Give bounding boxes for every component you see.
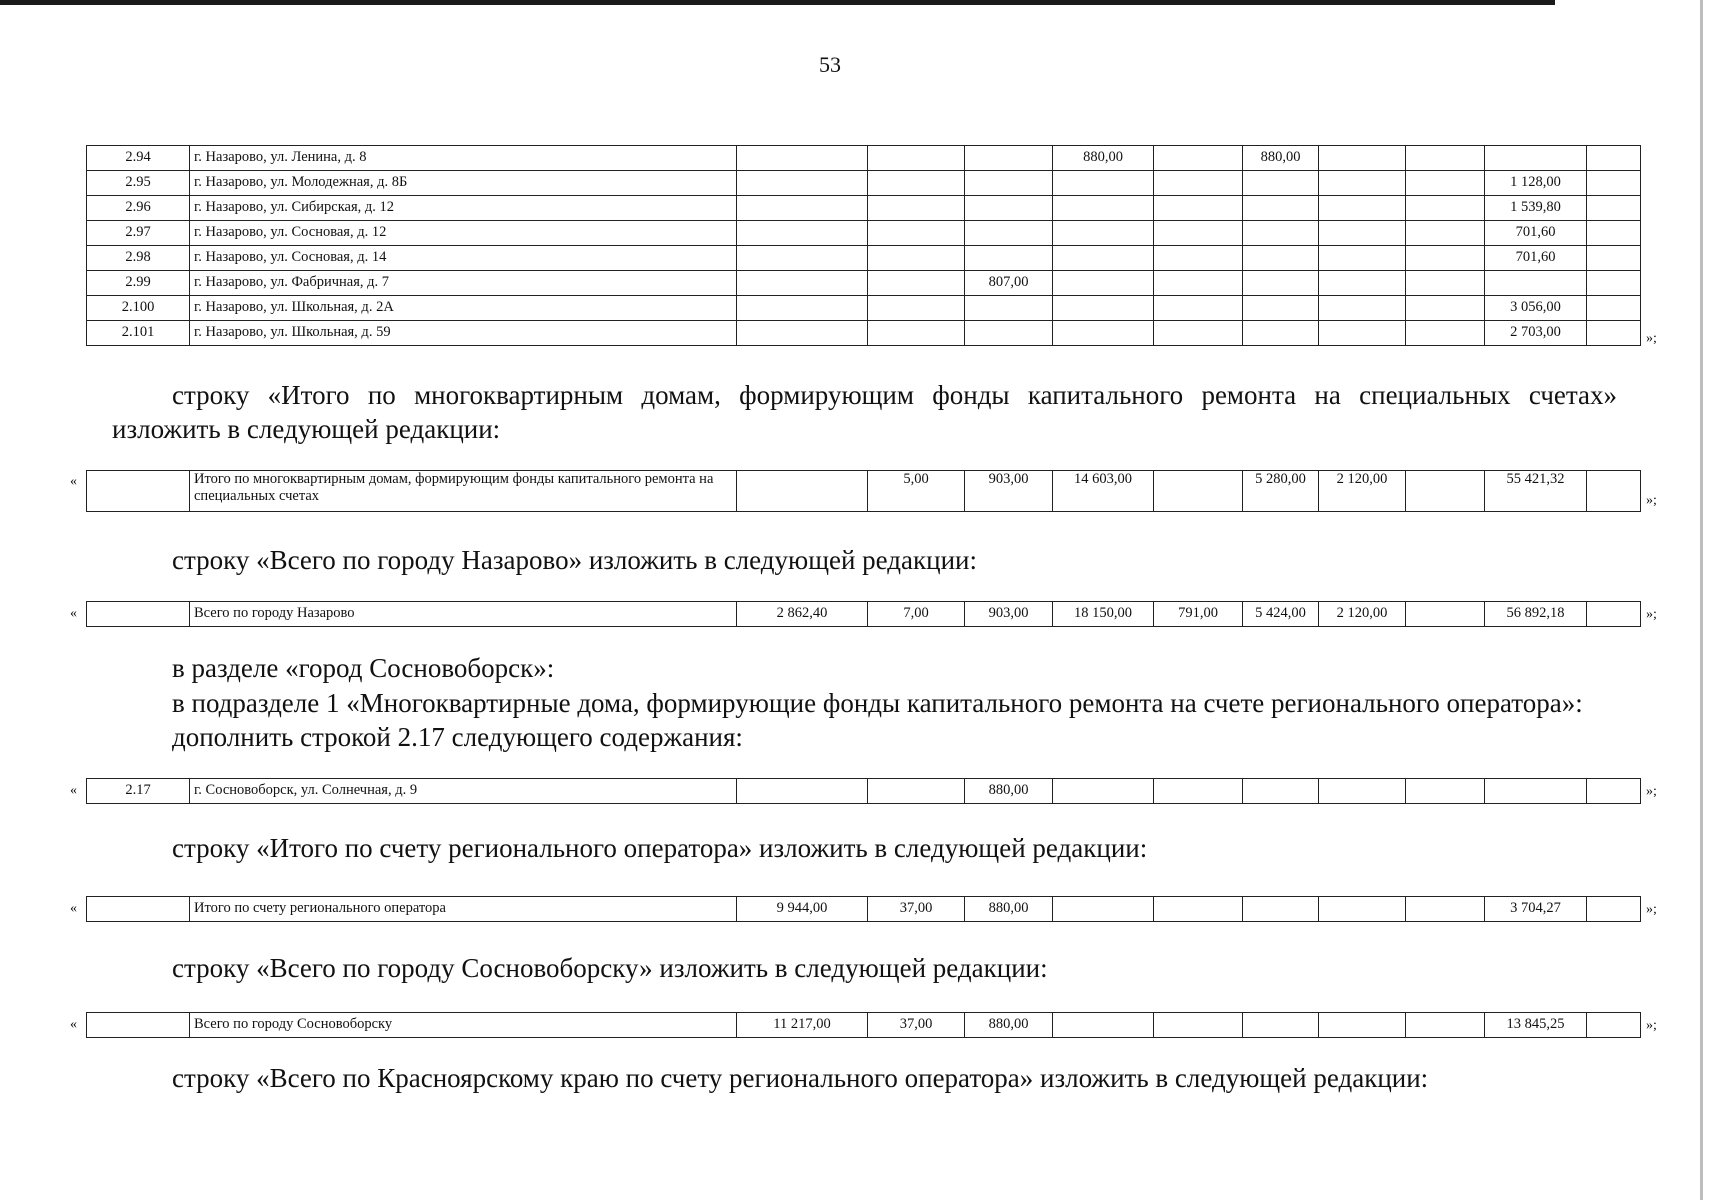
value-cell: [1319, 196, 1406, 221]
value-cell: [1243, 897, 1319, 922]
row-2-17: [86, 778, 1641, 804]
value-cell: [737, 471, 868, 512]
address-cell: Всего по городу Назарово: [190, 602, 737, 627]
value-cell: 37,00: [868, 1013, 965, 1038]
row-number-cell: 2.94: [87, 146, 190, 171]
table-row: [87, 196, 1641, 221]
address-cell: Итого по счету регионального оператора: [190, 897, 737, 922]
value-cell: [1243, 196, 1319, 221]
value-cell: 880,00: [965, 779, 1053, 804]
instruction-paragraph: строку «Итого по счету регионального оператора» изложить в следующей редакции:: [172, 833, 1148, 863]
value-cell: [1154, 146, 1243, 171]
value-cell: [868, 146, 965, 171]
value-cell: [868, 196, 965, 221]
value-cell: [1406, 146, 1485, 171]
closing-quote: »;: [1646, 331, 1657, 346]
value-cell: [1587, 779, 1641, 804]
value-cell: [1319, 271, 1406, 296]
value-cell: [1406, 321, 1485, 346]
address-cell: г. Сосновоборск, ул. Солнечная, д. 9: [190, 779, 737, 804]
table-row: [87, 246, 1641, 271]
value-cell: 880,00: [965, 1013, 1053, 1038]
value-cell: [1319, 171, 1406, 196]
table-row: [87, 779, 1641, 804]
value-cell: [1485, 271, 1587, 296]
value-cell: [965, 146, 1053, 171]
opening-quote: «: [70, 474, 77, 489]
value-cell: [1154, 171, 1243, 196]
value-cell: [1154, 296, 1243, 321]
value-cell: [1154, 471, 1243, 512]
value-cell: [868, 246, 965, 271]
value-cell: [1243, 221, 1319, 246]
row-total-special-accounts: [86, 470, 1641, 512]
value-cell: [1319, 221, 1406, 246]
closing-quote: »;: [1646, 607, 1657, 622]
value-cell: [1587, 246, 1641, 271]
value-cell: [1319, 779, 1406, 804]
value-cell: 55 421,32: [1485, 471, 1587, 512]
value-cell: [868, 296, 965, 321]
row-number-cell: 2.96: [87, 196, 190, 221]
value-cell: [965, 171, 1053, 196]
value-cell: [1406, 171, 1485, 196]
value-cell: [1243, 779, 1319, 804]
address-cell: г. Назарово, ул. Школьная, д. 2А: [190, 296, 737, 321]
value-cell: 880,00: [1243, 146, 1319, 171]
value-cell: [1154, 779, 1243, 804]
value-cell: 14 603,00: [1053, 471, 1154, 512]
value-cell: [1406, 471, 1485, 512]
value-cell: [1587, 271, 1641, 296]
value-cell: 18 150,00: [1053, 602, 1154, 627]
value-cell: [1154, 1013, 1243, 1038]
value-cell: [1587, 171, 1641, 196]
value-cell: [1406, 246, 1485, 271]
value-cell: [1154, 196, 1243, 221]
value-cell: [737, 196, 868, 221]
value-cell: [1587, 146, 1641, 171]
row-number-cell: 2.101: [87, 321, 190, 346]
value-cell: [737, 296, 868, 321]
address-cell: г. Назарово, ул. Сибирская, д. 12: [190, 196, 737, 221]
closing-quote: »;: [1646, 1018, 1657, 1033]
value-cell: [1243, 171, 1319, 196]
value-cell: [1154, 897, 1243, 922]
value-cell: 3 704,27: [1485, 897, 1587, 922]
instruction-paragraph: строку «Всего по городу Сосновоборску» изложить в следующей редакции:: [172, 953, 1048, 983]
value-cell: [1406, 779, 1485, 804]
table-row: [87, 471, 1641, 512]
address-cell: г. Назарово, ул. Школьная, д. 59: [190, 321, 737, 346]
value-cell: [1406, 271, 1485, 296]
value-cell: [1053, 196, 1154, 221]
row-number-cell: 2.100: [87, 296, 190, 321]
value-cell: [1587, 196, 1641, 221]
address-cell: Всего по городу Сосновоборску: [190, 1013, 737, 1038]
value-cell: 56 892,18: [1485, 602, 1587, 627]
instruction-line: в подразделе 1 «Многоквартирные дома, формирующие фонды капитального ремонта на счете регионального оператора»:: [172, 688, 1583, 718]
address-cell: г. Назарово, ул. Сосновая, д. 12: [190, 221, 737, 246]
value-cell: [1243, 296, 1319, 321]
value-cell: [868, 321, 965, 346]
value-cell: [737, 146, 868, 171]
row-number-cell: 2.97: [87, 221, 190, 246]
value-cell: [1053, 321, 1154, 346]
value-cell: [1319, 321, 1406, 346]
value-cell: [1053, 779, 1154, 804]
value-cell: 1 539,80: [1485, 196, 1587, 221]
instruction-line: строку «Итого по многоквартирным домам, формирующим фонды капитального ремонта на специальных счетах»: [172, 380, 1617, 410]
value-cell: [868, 779, 965, 804]
table-row: [87, 221, 1641, 246]
value-cell: [1243, 246, 1319, 271]
value-cell: [1319, 296, 1406, 321]
row-number-cell: 2.17: [87, 779, 190, 804]
value-cell: 791,00: [1154, 602, 1243, 627]
value-cell: 701,60: [1485, 221, 1587, 246]
value-cell: [1406, 897, 1485, 922]
value-cell: [1053, 221, 1154, 246]
row-total-sosnovoborsk: [86, 1012, 1641, 1038]
value-cell: [1587, 1013, 1641, 1038]
table-row: [87, 321, 1641, 346]
value-cell: 2 862,40: [737, 602, 868, 627]
closing-quote: »;: [1646, 493, 1657, 508]
value-cell: 5 424,00: [1243, 602, 1319, 627]
row-total-regional-operator: [86, 896, 1641, 922]
value-cell: [1406, 221, 1485, 246]
value-cell: [1406, 602, 1485, 627]
value-cell: [1053, 897, 1154, 922]
opening-quote: «: [70, 606, 77, 621]
closing-quote: »;: [1646, 784, 1657, 799]
value-cell: 5 280,00: [1243, 471, 1319, 512]
value-cell: 11 217,00: [737, 1013, 868, 1038]
value-cell: [737, 271, 868, 296]
table-row: [87, 271, 1641, 296]
value-cell: [965, 246, 1053, 271]
value-cell: [1154, 321, 1243, 346]
instruction-paragraph: строку «Всего по Красноярскому краю по счету регионального оператора» изложить в следующей редакции:: [172, 1063, 1429, 1093]
address-cell: г. Назарово, ул. Ленина, д. 8: [190, 146, 737, 171]
row-number-cell: [87, 602, 190, 627]
value-cell: 903,00: [965, 602, 1053, 627]
table-row: [87, 602, 1641, 627]
row-total-nazarovo: [86, 601, 1641, 627]
value-cell: [737, 779, 868, 804]
opening-quote: «: [70, 783, 77, 798]
row-number-cell: 2.95: [87, 171, 190, 196]
value-cell: 2 703,00: [1485, 321, 1587, 346]
value-cell: [1243, 1013, 1319, 1038]
value-cell: [1406, 196, 1485, 221]
instruction-line: в разделе «город Сосновоборск»:: [172, 653, 555, 683]
row-number-cell: [87, 897, 190, 922]
value-cell: [1587, 296, 1641, 321]
value-cell: [868, 271, 965, 296]
amendment-table-nazarovo-rows: [86, 145, 1641, 346]
value-cell: [868, 221, 965, 246]
table-row: [87, 296, 1641, 321]
value-cell: [737, 246, 868, 271]
value-cell: 3 056,00: [1485, 296, 1587, 321]
value-cell: 9 944,00: [737, 897, 868, 922]
row-number-cell: [87, 471, 190, 512]
row-number-cell: 2.98: [87, 246, 190, 271]
instruction-paragraph: [112, 378, 1617, 446]
value-cell: [868, 171, 965, 196]
value-cell: [1053, 271, 1154, 296]
instruction-line: изложить в следующей редакции:: [112, 414, 501, 444]
table-row: [87, 897, 1641, 922]
address-cell: г. Назарово, ул. Молодежная, д. 8Б: [190, 171, 737, 196]
address-cell: г. Назарово, ул. Сосновая, д. 14: [190, 246, 737, 271]
value-cell: [737, 321, 868, 346]
value-cell: [1319, 146, 1406, 171]
row-number-cell: [87, 1013, 190, 1038]
value-cell: 2 120,00: [1319, 471, 1406, 512]
instruction-line: дополнить строкой 2.17 следующего содержания:: [172, 722, 743, 752]
address-cell: Итого по многоквартирным домам, формирующим фонды капитального ремонта на специальных счетах: [190, 471, 737, 512]
value-cell: [1485, 779, 1587, 804]
opening-quote: «: [70, 901, 77, 916]
value-cell: [1587, 221, 1641, 246]
value-cell: 5,00: [868, 471, 965, 512]
value-cell: 2 120,00: [1319, 602, 1406, 627]
value-cell: [1154, 246, 1243, 271]
value-cell: [1319, 897, 1406, 922]
value-cell: [1406, 296, 1485, 321]
value-cell: [1485, 146, 1587, 171]
table-row: [87, 146, 1641, 171]
value-cell: 13 845,25: [1485, 1013, 1587, 1038]
value-cell: [1319, 246, 1406, 271]
value-cell: [965, 321, 1053, 346]
value-cell: 37,00: [868, 897, 965, 922]
value-cell: [1406, 1013, 1485, 1038]
instruction-paragraph: строку «Всего по городу Назарово» изложить в следующей редакции:: [172, 545, 977, 575]
value-cell: [1587, 321, 1641, 346]
value-cell: [1053, 171, 1154, 196]
address-cell: г. Назарово, ул. Фабричная, д. 7: [190, 271, 737, 296]
table-row: [87, 1013, 1641, 1038]
value-cell: 880,00: [965, 897, 1053, 922]
value-cell: [1587, 602, 1641, 627]
table-row: [87, 171, 1641, 196]
closing-quote: »;: [1646, 902, 1657, 917]
value-cell: [737, 171, 868, 196]
value-cell: [1243, 271, 1319, 296]
value-cell: [737, 221, 868, 246]
value-cell: [965, 196, 1053, 221]
value-cell: 807,00: [965, 271, 1053, 296]
value-cell: [965, 296, 1053, 321]
top-rule: [0, 0, 1555, 5]
value-cell: [965, 221, 1053, 246]
value-cell: [1053, 246, 1154, 271]
value-cell: [1154, 271, 1243, 296]
value-cell: [1587, 897, 1641, 922]
value-cell: 903,00: [965, 471, 1053, 512]
value-cell: 880,00: [1053, 146, 1154, 171]
opening-quote: «: [70, 1017, 77, 1032]
value-cell: 7,00: [868, 602, 965, 627]
page-edge: [1700, 0, 1703, 1200]
value-cell: [1243, 321, 1319, 346]
value-cell: [1587, 471, 1641, 512]
value-cell: [1154, 221, 1243, 246]
page-number: 53: [819, 52, 841, 77]
value-cell: [1319, 1013, 1406, 1038]
row-number-cell: 2.99: [87, 271, 190, 296]
value-cell: [1053, 1013, 1154, 1038]
value-cell: [1053, 296, 1154, 321]
value-cell: 701,60: [1485, 246, 1587, 271]
value-cell: 1 128,00: [1485, 171, 1587, 196]
